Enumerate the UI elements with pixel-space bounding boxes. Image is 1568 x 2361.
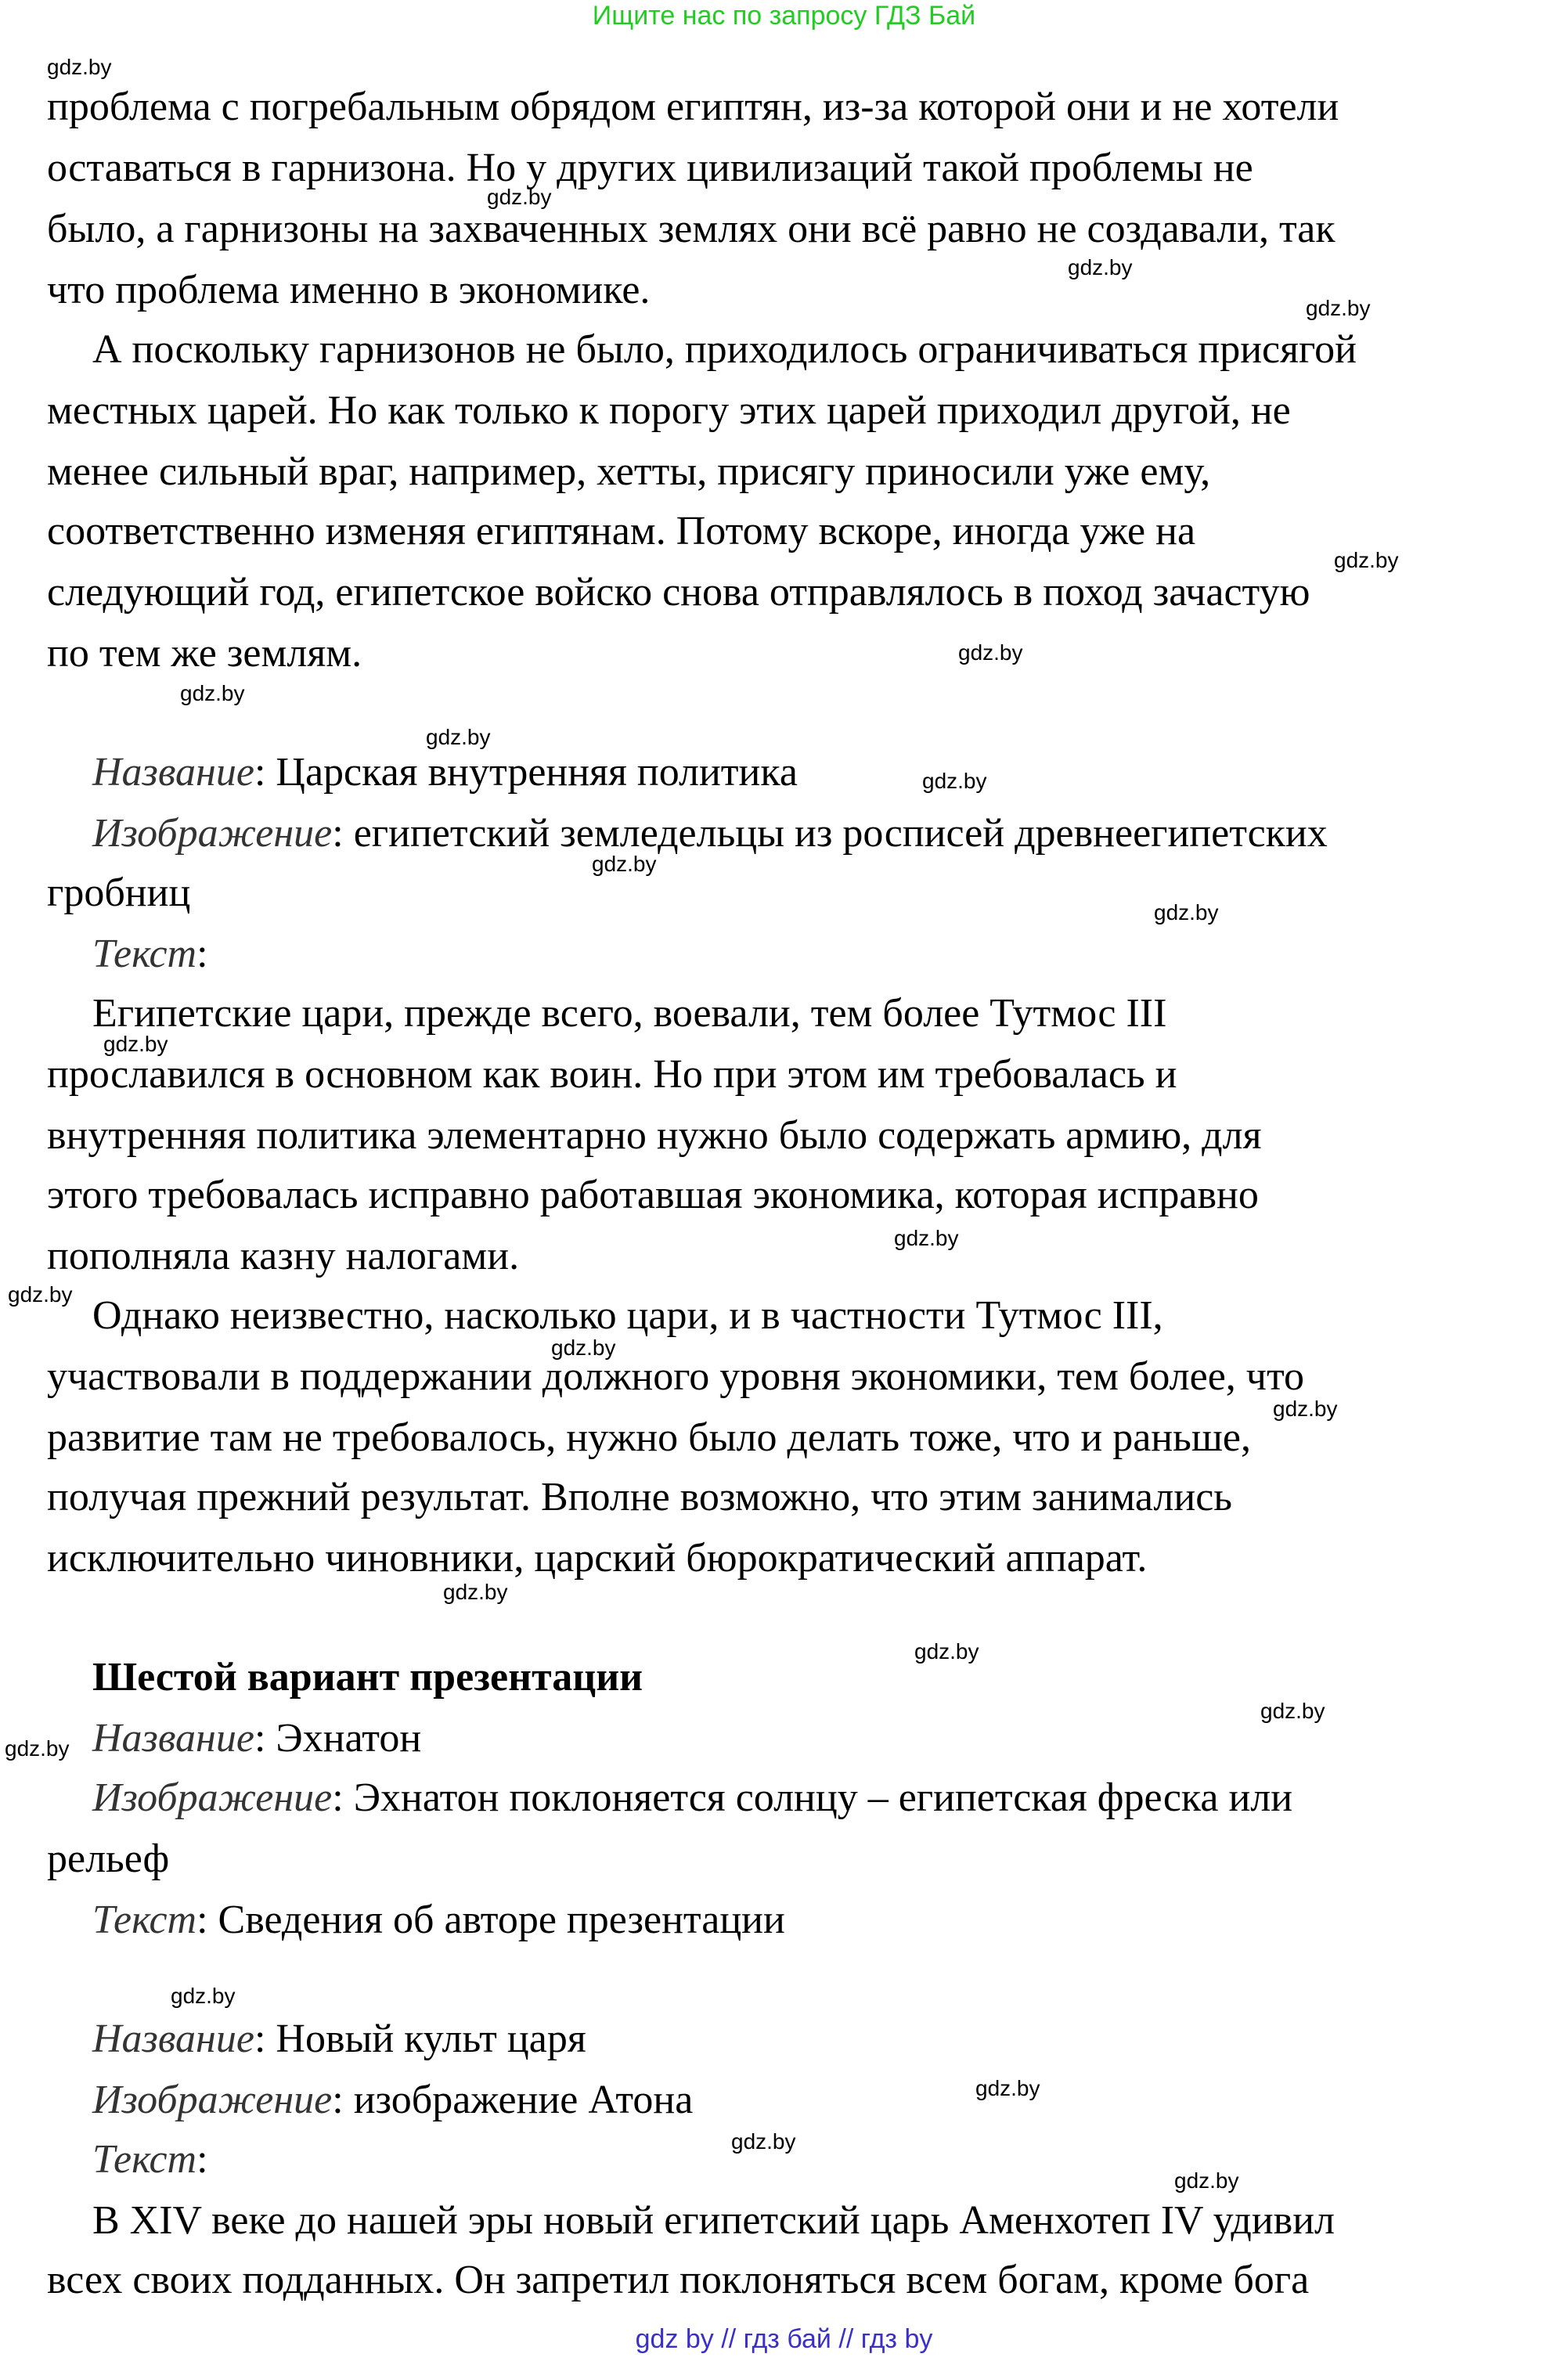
slide-name-value: : Новый культ царя	[254, 2017, 586, 2061]
text-line: В XIV веке до нашей эры новый египетский царь Аменхотеп IV удивил	[92, 2198, 1335, 2243]
watermark: gdz.by	[958, 640, 1023, 665]
watermark: gdz.by	[1260, 1699, 1325, 1723]
text-line: внутренняя политика элементарно нужно было содержать армию, для	[47, 1113, 1262, 1158]
image-label: Изображение	[92, 811, 333, 856]
section-heading: Шестой вариант презентации	[92, 1655, 643, 1700]
colon: :	[196, 2137, 208, 2182]
slide-name-value: : Эхнатон	[254, 1716, 422, 1761]
watermark: gdz.by	[180, 681, 245, 705]
watermark: gdz.by	[487, 185, 552, 209]
text-line: что проблема именно в экономике.	[47, 268, 651, 312]
text-line: оставаться в гарнизона. Но у других цивилизаций такой проблемы не	[47, 146, 1253, 190]
name-label: Название	[92, 750, 254, 795]
text-line: гробниц	[47, 871, 191, 915]
slide-image-line	[92, 809, 1328, 858]
name-label: Название	[92, 1716, 254, 1761]
text-line: получая прежний результат. Вполне возможно, что этим занимались	[47, 1475, 1232, 1519]
text-label: Текст	[92, 932, 197, 976]
watermark: gdz.by	[1154, 900, 1219, 925]
watermark: gdz.by	[914, 1639, 979, 1664]
text-line: соответственно изменяя египтянам. Потому вскоре, иногда уже на	[47, 509, 1196, 553]
watermark: gdz.by	[1174, 2168, 1239, 2193]
text-line: Однако неизвестно, насколько цари, и в частности Тутмос III,	[92, 1293, 1163, 1338]
watermark: gdz.by	[731, 2129, 796, 2154]
text-line: менее сильный враг, например, хетты, присягу приносили уже ему,	[47, 449, 1211, 494]
watermark: gdz.by	[5, 1736, 70, 1761]
text-line: этого требовалась исправно работавшая экономика, которая исправно	[47, 1173, 1259, 1217]
top-search-banner: Ищите нас по запросу ГДЗ Бай	[592, 1, 976, 31]
slide-image-value: : Эхнатон поклоняется солнцу – египетская фреска или	[332, 1775, 1293, 1820]
watermark: gdz.by	[1306, 296, 1371, 320]
text-line: всех своих подданных. Он запретил поклоняться всем богам, кроме бога	[47, 2258, 1310, 2302]
slide-text-line	[92, 930, 208, 979]
text-line: исключительно чиновники, царский бюрократический аппарат.	[47, 1536, 1148, 1581]
slide-name-line	[92, 2015, 586, 2064]
text-line: прославился в основном как воин. Но при этом им требовалась и	[47, 1052, 1177, 1097]
watermark: gdz.by	[975, 2076, 1040, 2100]
text-line: местных царей. Но как только к порогу этих царей приходил другой, не	[47, 388, 1291, 433]
text-label: Текст	[92, 1898, 197, 1942]
watermark: gdz.by	[8, 1282, 73, 1307]
watermark: gdz.by	[1334, 548, 1399, 572]
slide-text-line	[92, 2136, 208, 2184]
watermark: gdz.by	[103, 1032, 168, 1056]
image-label: Изображение	[92, 1775, 333, 1820]
text-line: было, а гарнизоны на захваченных землях они всё равно не создавали, так	[47, 207, 1336, 251]
watermark: gdz.by	[592, 852, 657, 876]
watermark: gdz.by	[443, 1580, 508, 1604]
watermark: gdz.by	[551, 1335, 616, 1360]
text-line: рельеф	[47, 1837, 170, 1881]
slide-name-line	[92, 748, 798, 797]
bottom-footer-banner: gdz by // гдз бай // гдз by	[635, 2324, 933, 2354]
slide-image-value: : изображение Атона	[332, 2078, 694, 2122]
watermark: gdz.by	[171, 1984, 236, 2008]
slide-name-line	[92, 1714, 421, 1763]
slide-image-value: : египетский земледельцы из росписей древнеегипетских	[332, 811, 1328, 856]
slide-name-value: : Царская внутренняя политика	[254, 750, 798, 795]
watermark: gdz.by	[426, 725, 491, 749]
text-line: пополняла казну налогами.	[47, 1234, 520, 1278]
text-label: Текст	[92, 2137, 197, 2182]
watermark: gdz.by	[1273, 1397, 1338, 1421]
watermark: gdz.by	[894, 1226, 959, 1250]
text-line: развитие там не требовалось, нужно было делать тоже, что и раньше,	[47, 1415, 1251, 1460]
text-line: следующий год, египетское войско снова отправлялось в поход зачастую	[47, 570, 1310, 615]
watermark: gdz.by	[47, 55, 112, 79]
text-line: Египетские цари, прежде всего, воевали, тем более Тутмос III	[92, 991, 1167, 1036]
slide-image-line	[92, 1774, 1292, 1822]
name-label: Название	[92, 2017, 254, 2061]
text-line: по тем же землям.	[47, 631, 362, 676]
slide-image-line	[92, 2076, 693, 2125]
slide-text-value: : Сведения об авторе презентации	[196, 1898, 785, 1942]
text-line: проблема с погребальным обрядом египтян, из-за которой они и не хотели	[47, 85, 1339, 129]
image-label: Изображение	[92, 2078, 333, 2122]
colon: :	[196, 932, 208, 976]
watermark: gdz.by	[1068, 255, 1133, 279]
watermark: gdz.by	[922, 769, 987, 793]
text-line: участвовали в поддержании должного уровня экономики, тем более, что	[47, 1354, 1304, 1399]
slide-text-line	[92, 1896, 785, 1945]
text-line: А поскольку гарнизонов не было, приходилось ограничиваться присягой	[92, 327, 1357, 372]
